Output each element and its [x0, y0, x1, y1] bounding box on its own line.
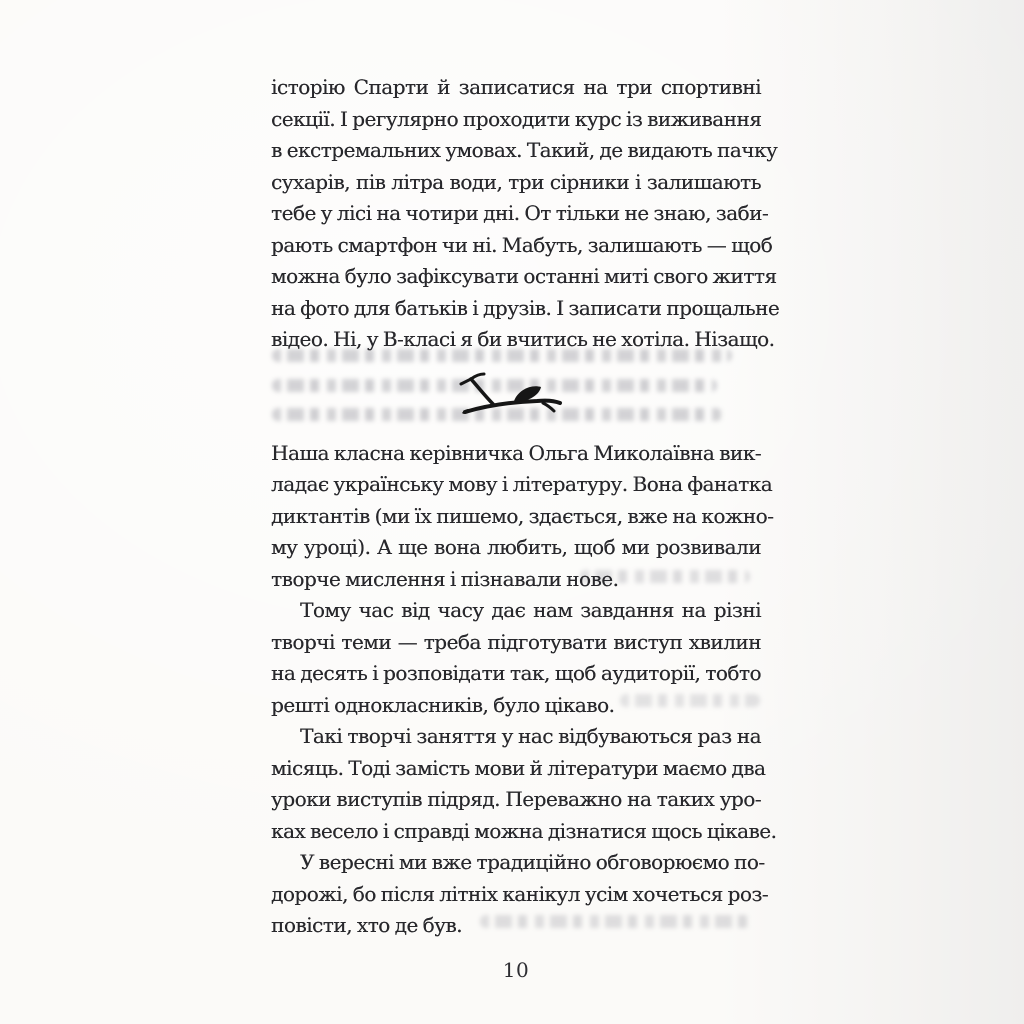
paragraph: [271, 595, 761, 721]
text-column: [271, 72, 780, 942]
text-line: рають смартфон чи ні. Мабуть, залишають — щоб: [271, 232, 773, 257]
text-line: Тому час від часу дає нам завдання на різні: [300, 598, 761, 622]
paragraph: [271, 847, 769, 942]
text-line: ладає українську мову і літературу. Вона фанатка: [271, 472, 773, 496]
text-line: тебе у лісі на чотири дні. От тільки не знаю, заби-: [271, 201, 769, 225]
paragraph: [271, 721, 777, 847]
text-line: можна було зафіксувати останні миті свого життя: [271, 264, 777, 288]
text-line: історію Спарти й записатися на три спортивні: [271, 75, 761, 99]
text-line: на десять і розповідати так, щоб аудиторії, тобто: [271, 661, 761, 685]
text-line: решті однокласників, було цікаво.: [271, 692, 615, 717]
text-line: му уроці). А ще вона любить, щоб ми розвивали: [271, 535, 761, 559]
text-line: Такі творчі заняття у нас відбуваються раз на: [300, 724, 761, 748]
text-line: Наша класна керівничка Ольга Миколаївна вик-: [271, 440, 761, 465]
text-line: місяць. Тоді замість мови й літератури маємо два: [271, 755, 766, 780]
text-line: творчі теми — треба підготувати виступ хвилин: [271, 629, 761, 654]
paragraph: [271, 72, 780, 356]
section-divider: [271, 356, 761, 438]
text-line: уроки виступів підряд. Переважно на таких уро-: [271, 787, 761, 811]
text-line: ках весело і справді можна дізнатися щось цікаве.: [271, 818, 777, 843]
text-line: творче мислення і пізнавали нове.: [271, 566, 619, 591]
text-line: повісти, хто де був.: [271, 913, 463, 937]
text-line: У вересні ми вже традиційно обговорюємо по-: [300, 850, 765, 874]
twig-doodle-icon: [459, 372, 563, 418]
text-line: сухарів, пів літра води, три сірники і залишають: [271, 169, 761, 194]
text-line: дорожі, бо після літніх канікул усім хочеться роз-: [271, 881, 769, 906]
text-line: відео. Ні, у В-класі я би вчитись не хотіла. Нізащо.: [271, 327, 775, 351]
page-number: 10: [502, 958, 530, 982]
text-line: диктантів (ми їх пишемо, здається, вже на кожно-: [271, 503, 774, 528]
text-line: на фото для батьків і друзів. І записати прощальне: [271, 295, 780, 320]
text-line: в екстремальних умовах. Такий, де видають пачку: [271, 138, 778, 162]
paragraph: [271, 438, 774, 596]
text-line: секції. І регулярно проходити курс із виживання: [271, 106, 762, 131]
